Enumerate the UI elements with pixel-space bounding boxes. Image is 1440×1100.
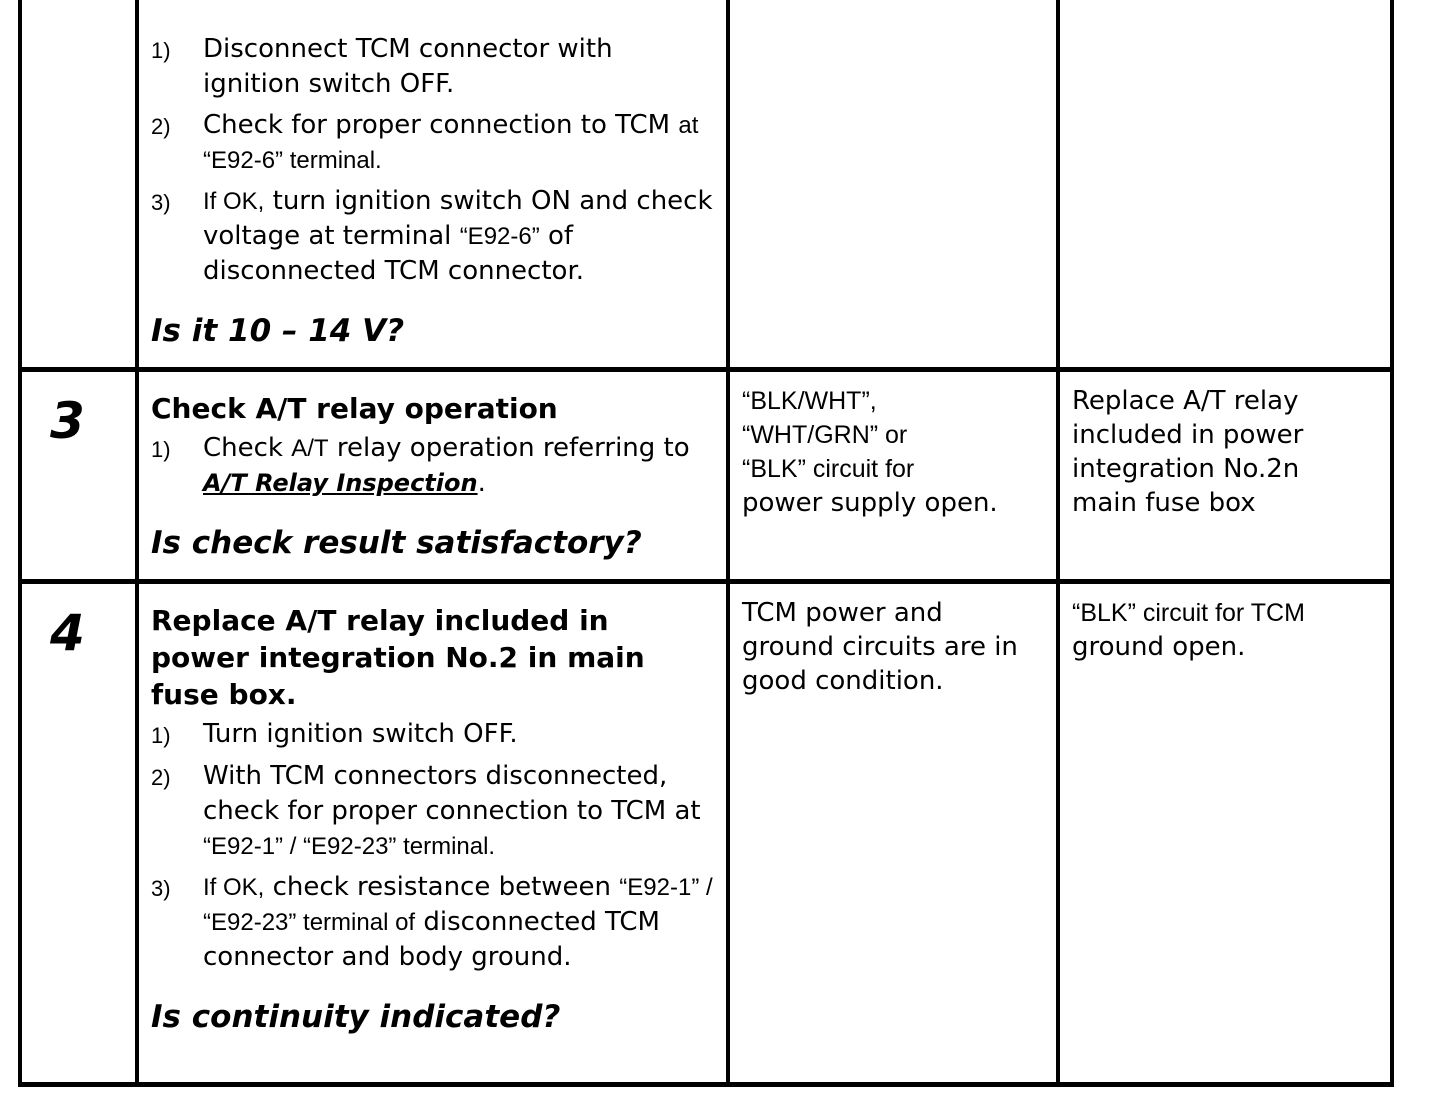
text-part: turn ignition switch ON and check voltage at terminal: [203, 186, 713, 251]
procedure-step: [151, 717, 716, 753]
action-content: [139, 372, 726, 579]
no-result-text: [1060, 372, 1390, 530]
step-index: 1): [151, 38, 171, 63]
step-number: 3: [50, 392, 85, 450]
result-line: “WHT/GRN” or: [742, 421, 908, 449]
check-question: Is check result satisfactory?: [151, 525, 642, 561]
step-text: [203, 32, 716, 102]
result-line: ground circuits are in: [742, 632, 1018, 662]
action-cell: [137, 582, 728, 1085]
step-text: [203, 717, 716, 753]
result-line: integration No.2n: [1072, 454, 1300, 484]
step-index: 2): [151, 765, 171, 790]
result-line: “BLK/WHT”,: [742, 387, 877, 415]
procedure-list: [151, 32, 716, 289]
procedure-step: [151, 431, 716, 501]
yes-result-text: [730, 584, 1056, 708]
text-part: check resistance between: [264, 872, 620, 902]
table-row: [20, 582, 1392, 1085]
procedure-step: [151, 32, 716, 102]
step-text: [203, 431, 716, 501]
result-line: included in power: [1072, 420, 1304, 450]
reference-link[interactable]: A/T Relay Inspection: [203, 469, 478, 497]
text-part: A/T: [291, 435, 329, 462]
step-index: 1): [151, 437, 171, 462]
result-line: good condition.: [742, 666, 944, 696]
text-part: If OK,: [203, 188, 265, 215]
text-part: “E92-1” / “E92-23” terminal of: [203, 874, 713, 936]
step-index: 1): [151, 723, 171, 748]
no-result-cell: [1058, 370, 1392, 582]
text-part: Disconnect TCM connector with ignition switch OFF.: [203, 34, 613, 99]
no-result-cell: [1058, 0, 1392, 370]
text-part: Turn ignition switch OFF.: [203, 719, 518, 749]
step-number: [22, 0, 135, 24]
step-text: [203, 184, 716, 289]
text-part: If OK,: [203, 874, 265, 901]
yes-result-cell: [728, 582, 1058, 1085]
text-part: at “E92-6” terminal.: [203, 112, 699, 174]
result-line: Replace A/T relay: [1072, 386, 1299, 416]
no-result-text: [1060, 584, 1390, 674]
step-title: Replace A/T relay included in power integration No.2 in main fuse box.: [151, 604, 645, 711]
result-line: TCM power and: [742, 598, 943, 628]
result-line: ground open.: [1072, 632, 1246, 662]
table-row: [20, 370, 1392, 582]
action-content: [139, 584, 726, 1053]
no-result-cell: [1058, 582, 1392, 1085]
action-cell: [137, 370, 728, 582]
step-text: [203, 108, 716, 178]
text-part: “E92-6”: [459, 223, 540, 250]
procedure-step: [151, 870, 716, 975]
yes-result-cell: [728, 0, 1058, 370]
text-part: of disconnected TCM connector.: [203, 221, 585, 286]
table-row: [20, 0, 1392, 370]
yes-result-cell: [728, 370, 1058, 582]
text-part: Check: [203, 433, 292, 463]
diagnostic-table: [18, 0, 1394, 1087]
text-part: disconnected TCM connector and body ground.: [203, 907, 660, 972]
table-body: [20, 0, 1392, 1085]
step-cell: [20, 370, 137, 582]
action-cell: [137, 0, 728, 370]
text-part: With TCM connectors disconnected, check for proper connection to TCM at: [203, 761, 701, 826]
procedure-step: [151, 108, 716, 178]
check-question: Is continuity indicated?: [151, 999, 561, 1035]
yes-result-text: [730, 0, 1056, 22]
step-index: 3): [151, 876, 171, 901]
procedure-list: [151, 431, 716, 501]
step-title: Check A/T relay operation: [151, 392, 558, 425]
result-line: “BLK” circuit for TCM: [1072, 599, 1305, 627]
text-part: Check for proper connection to TCM: [203, 110, 679, 140]
check-question: Is it 10 – 14 V?: [151, 313, 405, 349]
step-cell: [20, 0, 137, 370]
text-part: “E92-1” / “E92-23” terminal.: [203, 833, 496, 860]
step-text: [203, 870, 716, 975]
result-line: power supply open.: [742, 488, 998, 518]
procedure-step: [151, 184, 716, 289]
no-result-text: [1060, 0, 1390, 22]
step-index: 2): [151, 114, 171, 139]
result-line: “BLK” circuit for: [742, 455, 915, 483]
yes-result-text: [730, 372, 1056, 530]
procedure-step: [151, 759, 716, 864]
action-content: [139, 0, 726, 367]
step-cell: [20, 582, 137, 1085]
step-number: 4: [50, 604, 85, 662]
text-part: relay operation referring to: [328, 433, 690, 463]
text-part: .: [477, 468, 486, 498]
step-text: [203, 759, 716, 864]
result-line: main fuse box: [1072, 488, 1256, 518]
step-index: 3): [151, 190, 171, 215]
procedure-list: [151, 717, 716, 975]
